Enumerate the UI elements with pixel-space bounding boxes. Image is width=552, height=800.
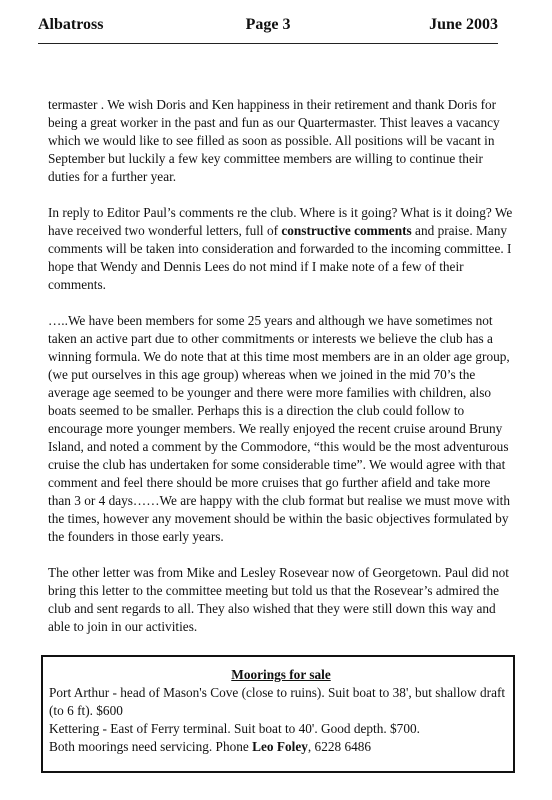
moorings-for-sale-box — [41, 655, 515, 773]
mooring-contact — [49, 738, 513, 756]
paragraph-quartermaster: termaster . We wish Doris and Ken happiness in their retirement and thank Doris for being a great worker in the past and fun as our Quartermaster. Thist leaves a vacancy which we would like to see filled as soon as possible. All positions will be vacant in September but luckily a few key committee members are willing to continue their duties for a further year. — [48, 97, 500, 184]
header-divider — [38, 43, 498, 44]
contact-name: Leo Foley — [252, 739, 308, 754]
paragraph-editor-reply — [48, 204, 514, 294]
paragraph-letter-lees: …..We have been members for some 25 years and although we have sometimes not taken an active part due to other commitments or interests we believe the club has a winning formula. We do note that at this time most members are in an older age group, (we put ourselves in this age group) whereas when we joined in the mid 70’s the average age seemed to be younger and there were more families with children, also boats seemed to be smaller. Perhaps this is a direction the club could follow to encourage more younger members. We really enjoyed the recent cruise around Bruny Island, and noted a comment by the Commodore, “this would be the most adventurous cruise the club has undertaken for some considerable time”. We would agree with that comment and feel there should be more cruises that go further afield and take more than 3 or 4 days……We are happy with the club format but realise we must move with the times, however any movement should be within the basic objectives formulated by the founders in those early years. — [48, 313, 510, 544]
contact-text: Both moorings need servicing. Phone — [49, 739, 253, 754]
paragraph-letter-rosevear: The other letter was from Mike and Lesley Rosevear now of Georgetown. Paul did not bring this letter to the committee meeting but told us that the Rosevear’s admired the club and sent regards to all. They also wished that they were still down this way and able to join in our activities. — [48, 565, 509, 634]
newsletter-name: Albatross — [38, 16, 104, 33]
page-number: Page 3 — [245, 16, 291, 33]
moorings-title: Moorings for sale — [231, 667, 331, 682]
paragraph-text: In reply to Editor Paul’s comments re the club. Where is it going? What is it doing? We have received two wonderful letters, full of — [48, 205, 513, 238]
emphasis-text: constructive comments — [281, 223, 412, 238]
paragraph-text: and praise. Many comments will be taken into consideration and forwarded to the incoming committee. I hope that Wendy and Dennis Lees do not mind if I make note of a few of their comments. — [48, 223, 512, 292]
contact-phone: , 6228 6486 — [307, 739, 372, 754]
mooring-kettering: Kettering - East of Ferry terminal. Suit boat to 40'. Good depth. $700. — [49, 721, 420, 736]
mooring-port-arthur: Port Arthur - head of Mason's Cove (close to ruins). Suit boat to 38', but shallow draft (to 6 ft). $600 — [49, 685, 506, 718]
article-body — [48, 96, 514, 654]
issue-date: June 2003 — [429, 16, 498, 33]
page-header — [38, 14, 498, 40]
